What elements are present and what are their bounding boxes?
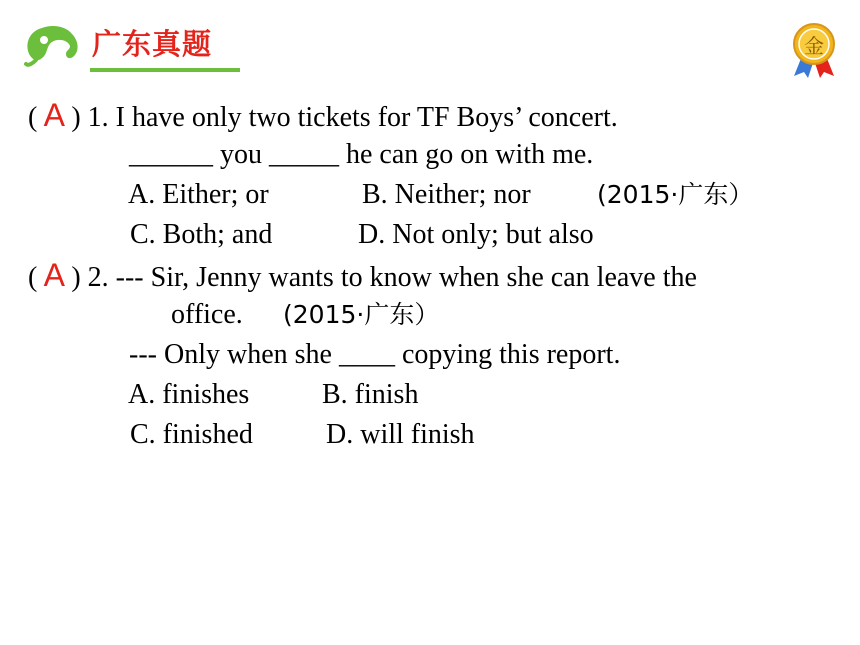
question-2-line1 xyxy=(28,258,697,295)
q2-option-c: C. finished xyxy=(130,419,253,450)
q1-option-d: D. Not only; but also xyxy=(358,219,594,250)
q2-option-d: D. will finish xyxy=(326,419,475,450)
q2-stem-line2-row xyxy=(0,298,860,332)
question-1-line1 xyxy=(28,98,618,135)
medal-char: 金 xyxy=(804,34,824,58)
q2-stem-line2: office. xyxy=(171,299,243,330)
q1-answer: A xyxy=(43,97,65,133)
q2-answer: A xyxy=(43,257,65,293)
q2-stem-line1: --- Sir, Jenny wants to know when she can leave the xyxy=(115,262,697,293)
q2-stem-line3: --- Only when she ____ copying this report. xyxy=(129,339,621,370)
section-title: 广东真题 xyxy=(92,27,213,61)
q1-option-b: B. Neither; nor xyxy=(362,179,531,210)
q1-close-paren: ) xyxy=(71,102,81,133)
q1-source: (2015·广东） xyxy=(597,180,754,209)
gold-medal-icon xyxy=(790,22,838,78)
q1-number: 1. xyxy=(87,102,109,133)
q2-open-paren: ( xyxy=(28,262,38,293)
q1-stem-line1: I have only two tickets for TF Boys’ concert. xyxy=(115,102,618,133)
elephant-logo-icon xyxy=(22,20,84,70)
title-underline xyxy=(90,68,240,72)
q2-option-b: B. finish xyxy=(322,379,419,410)
q2-number: 2. xyxy=(87,262,109,293)
q2-options-row1 xyxy=(0,378,860,412)
q1-options-row1 xyxy=(0,178,860,212)
q1-option-c: C. Both; and xyxy=(130,219,273,250)
q1-option-a: A. Either; or xyxy=(128,179,269,210)
q2-options-row2 xyxy=(0,418,860,452)
q1-open-paren: ( xyxy=(28,102,38,133)
q2-option-a: A. finishes xyxy=(128,379,250,410)
q1-options-row2 xyxy=(0,218,860,252)
q1-stem-line2: ______ you _____ he can go on with me. xyxy=(129,139,594,170)
q2-source: (2015·广东） xyxy=(283,300,440,329)
q2-close-paren: ) xyxy=(71,262,81,293)
